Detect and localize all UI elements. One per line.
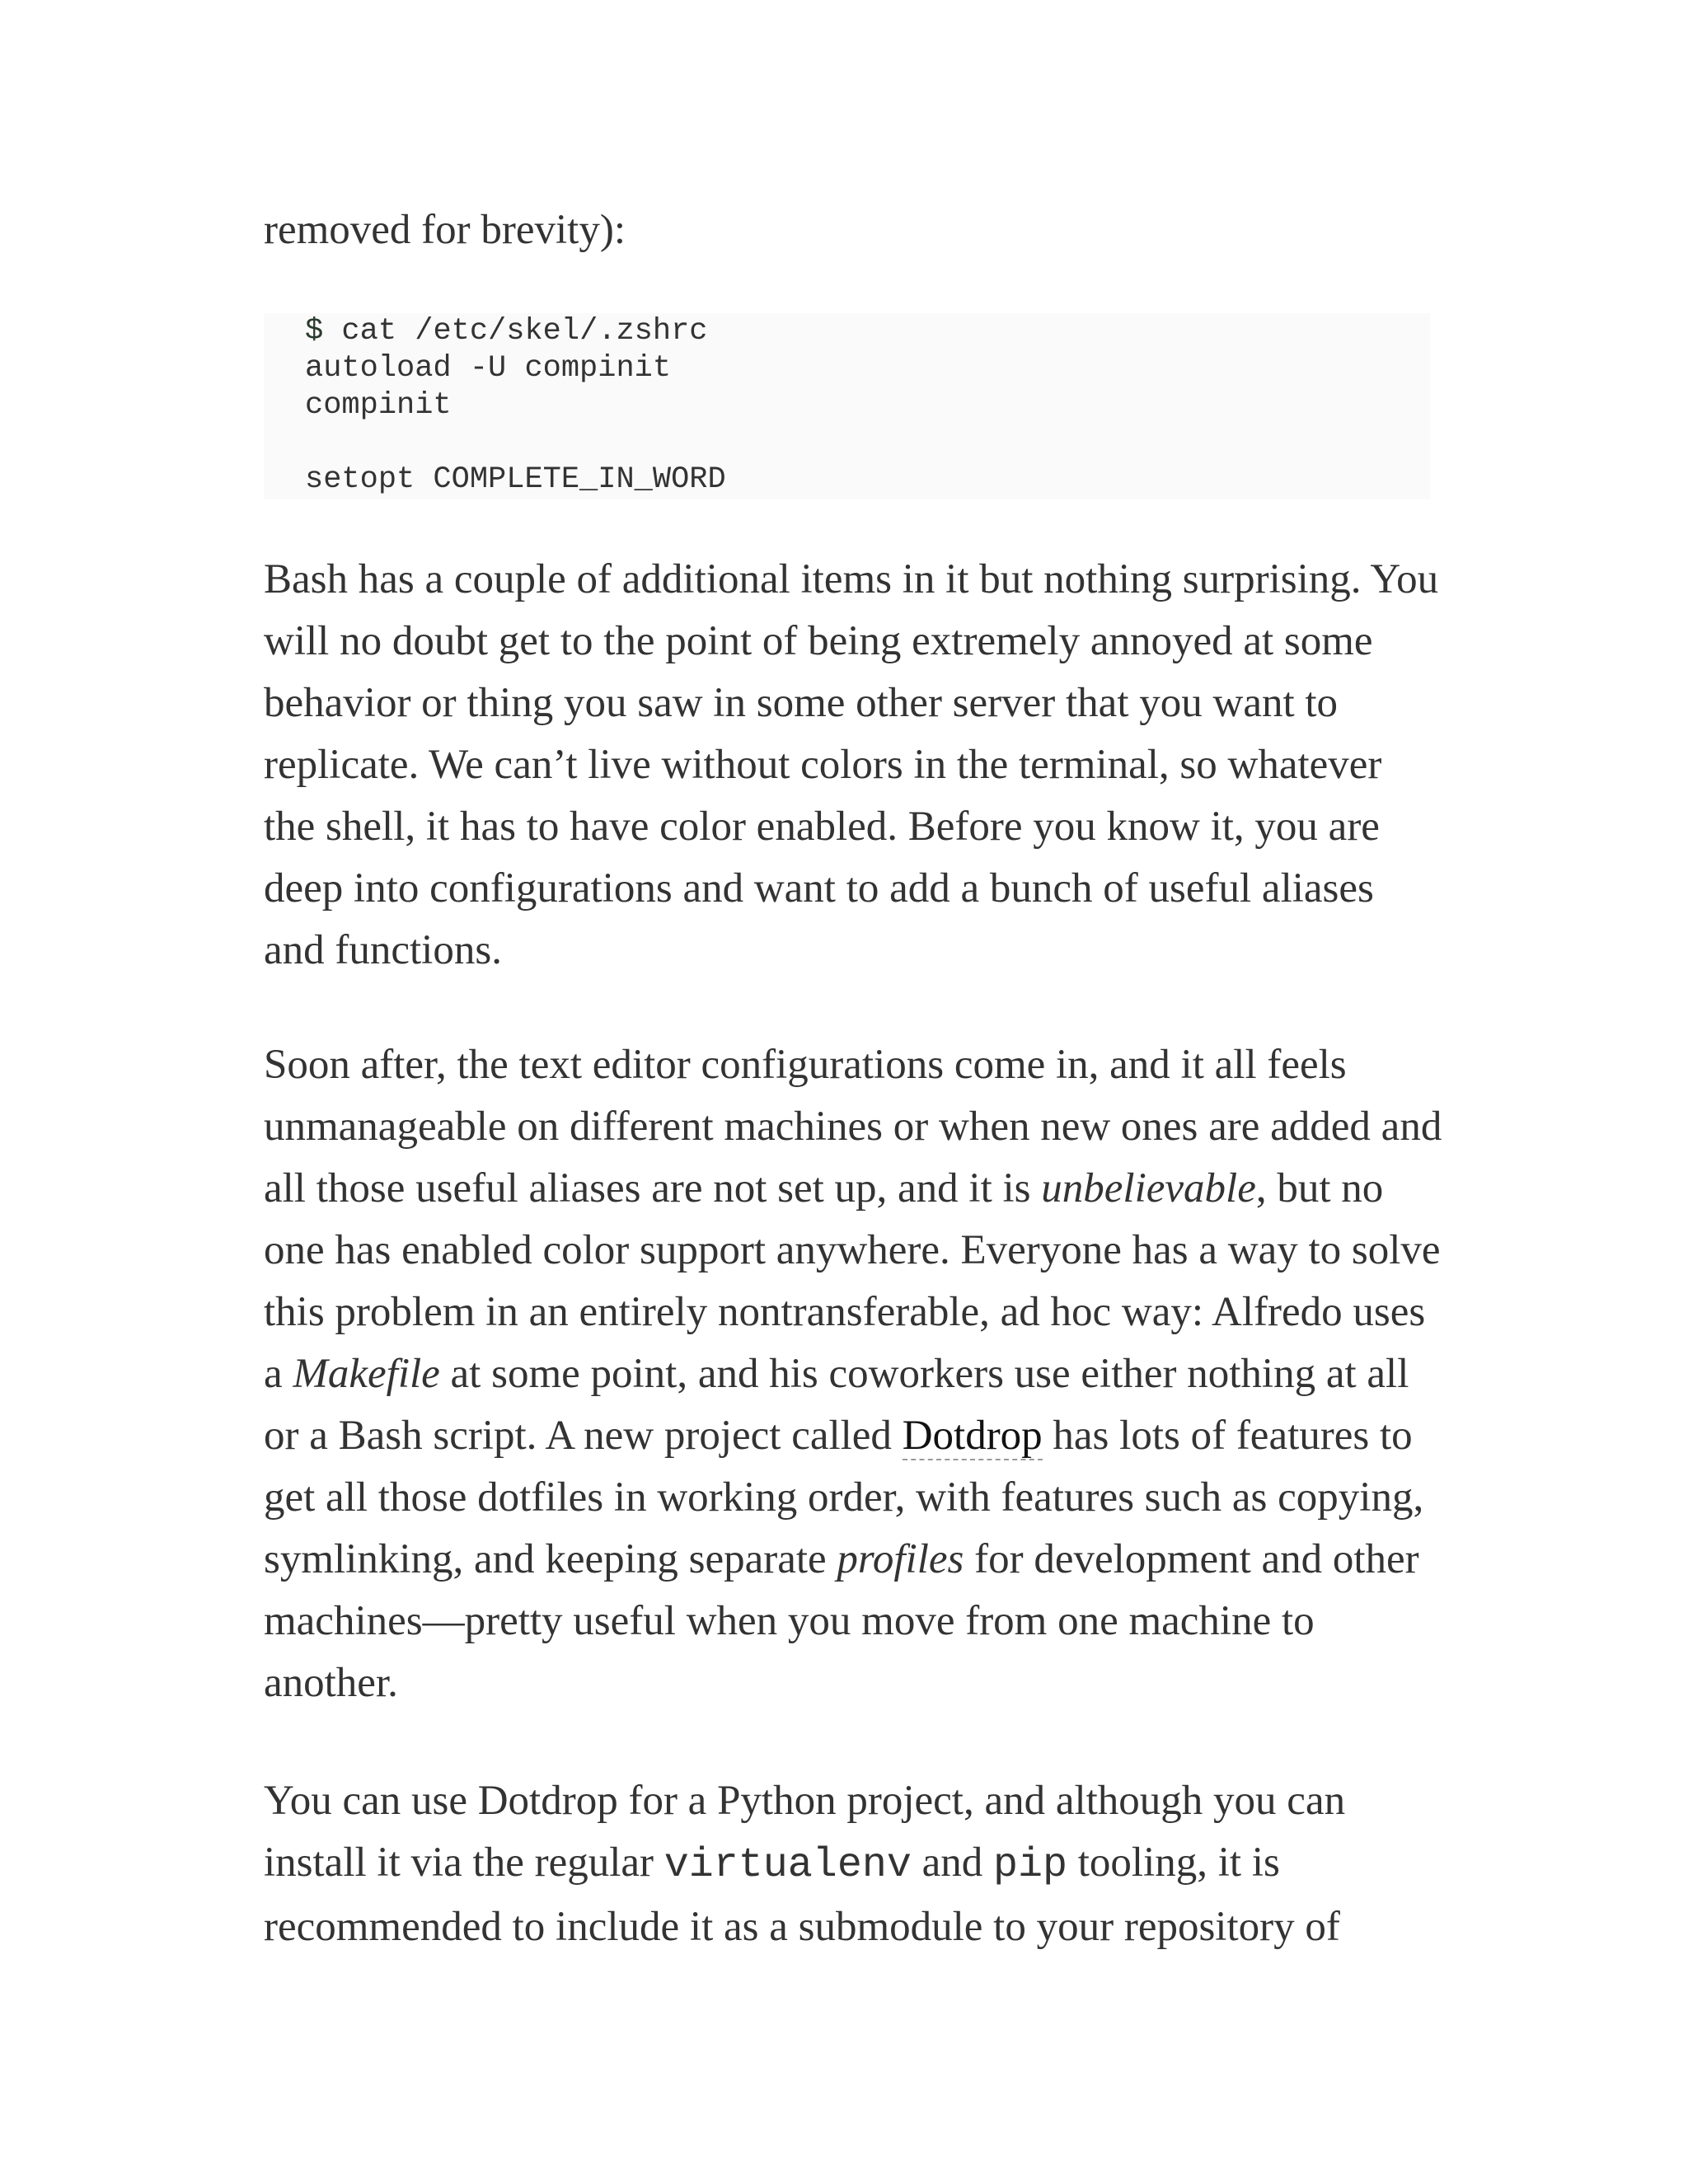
text-line: get all those dotfiles in working order, with features such as copying,: [264, 1474, 1424, 1521]
text-line: and functions.: [264, 927, 502, 973]
inline-code-virtualenv: virtualenv: [663, 1842, 912, 1889]
code-block: [264, 313, 1430, 499]
code-line: autoload -U compinit: [305, 351, 672, 386]
text-line: [264, 1529, 1430, 1591]
shell-prompt: $: [305, 314, 324, 349]
code-line-blank: [264, 424, 1430, 462]
text-run: symlinking, and keeping separate: [264, 1536, 837, 1582]
text-run: , but no: [1255, 1165, 1384, 1212]
text-line: [264, 1405, 1430, 1467]
paragraph-dotdrop-intro: [264, 1034, 1442, 1714]
text-run: a: [264, 1351, 293, 1397]
text-line: this problem in an entirely nontransferable, ad hoc way: Alfredo uses: [264, 1289, 1426, 1335]
text-run: install it via the regular: [264, 1840, 664, 1886]
code-line: [264, 313, 1430, 350]
text-line: unmanageable on different machines or when new ones are added and: [264, 1104, 1442, 1150]
text-run: or a Bash script. A new project called: [264, 1413, 903, 1459]
inline-code-pip: pip: [992, 1842, 1067, 1889]
text-line: recommended to include it as a submodule to your repository of: [264, 1904, 1340, 1950]
text-line: machines—pretty useful when you move from one machine to: [264, 1598, 1315, 1644]
text-line: Bash has a couple of additional items in it but nothing surprising. You: [264, 556, 1439, 602]
text-line: Soon after, the text editor configurations come in, and it all feels: [264, 1042, 1347, 1088]
text-line: [264, 1158, 1430, 1220]
text-line: [264, 1832, 1430, 1896]
text-line: another.: [264, 1660, 398, 1706]
emphasis-unbelievable: unbelievable: [1041, 1165, 1256, 1212]
lead-text: removed for brevity):: [264, 207, 626, 253]
text-line: deep into configurations and want to add a bunch of useful aliases: [264, 865, 1374, 912]
emphasis-profiles: profiles: [837, 1536, 964, 1582]
code-line: compinit: [305, 388, 452, 423]
emphasis-makefile: Makefile: [293, 1351, 440, 1397]
text-run: has lots of features to: [1042, 1413, 1413, 1459]
text-line: one has enabled color support anywhere. Everyone has a way to solve: [264, 1227, 1441, 1273]
text-line: replicate. We can’t live without colors in the terminal, so whatever: [264, 742, 1382, 788]
text-run: tooling, it is: [1067, 1840, 1280, 1886]
text-line: You can use Dotdrop for a Python project, and although you can: [264, 1778, 1346, 1824]
text-line: behavior or thing you saw in some other server that you want to: [264, 680, 1339, 726]
text-run: and: [911, 1840, 993, 1886]
text-run: for development and other: [964, 1536, 1419, 1582]
text-line: [264, 1343, 1430, 1405]
code-text: cat /etc/skel/.zshrc: [323, 314, 708, 349]
paragraph-dotdrop-install: [264, 1770, 1430, 1958]
paragraph-shell-config: [264, 549, 1439, 982]
code-line: setopt COMPLETE_IN_WORD: [305, 462, 726, 497]
dotdrop-link[interactable]: Dotdrop: [902, 1413, 1043, 1459]
text-line: will no doubt get to the point of being extremely annoyed at some: [264, 618, 1373, 664]
text-line: the shell, it has to have color enabled. Before you know it, you are: [264, 804, 1380, 850]
text-run: all those useful aliases are not set up, and it is: [264, 1165, 1042, 1212]
text-run: at some point, and his coworkers use either nothing at all: [439, 1351, 1409, 1397]
